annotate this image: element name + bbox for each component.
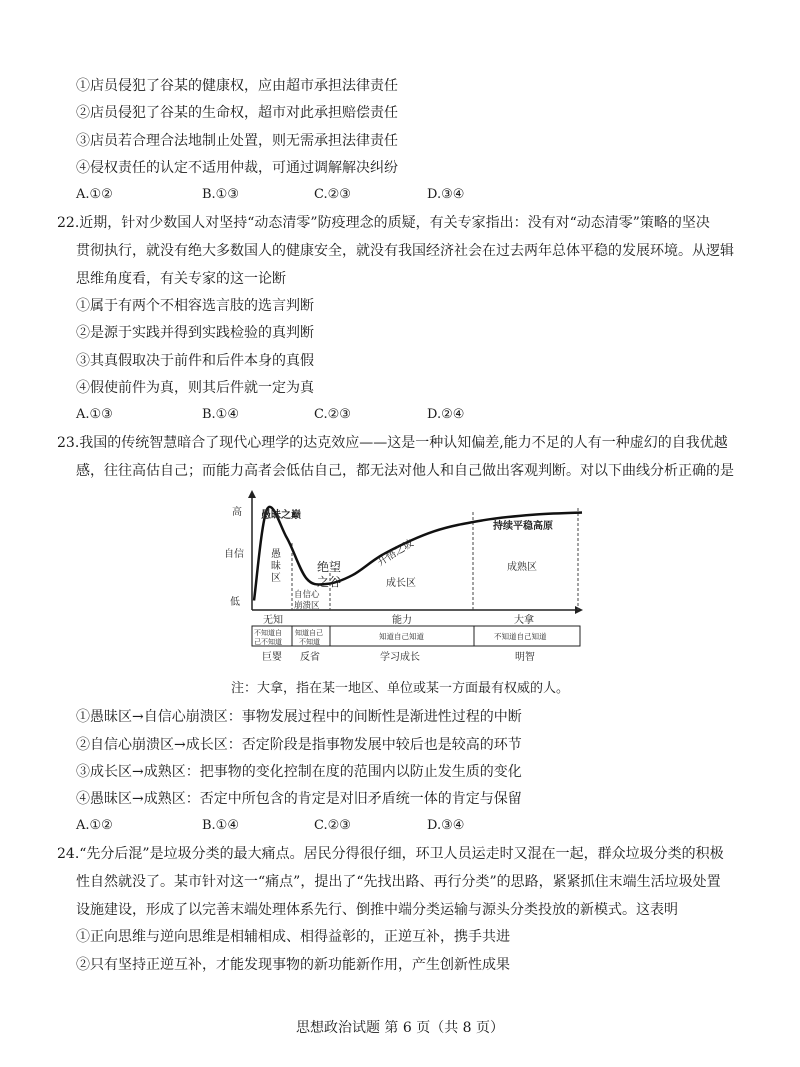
q21-option-a[interactable]: A.①② [76,187,113,202]
zone-collapse-2: 崩溃区 [294,601,320,611]
stage-learn: 学习成长 [380,652,420,663]
x-label-ignorant: 无知 [263,615,283,626]
knowledge-cell-3: 知道自己知道 [379,632,424,641]
q22-option-a[interactable]: A.①③ [76,407,113,422]
peak-label: 愚昧之巅 [261,510,301,521]
q24-stem-line-1: 24.“先分后混”是垃圾分类的最大痛点。居民分得很仔细，环卫人员运走时又混在一起，群众垃圾分类的积极 [57,846,724,862]
stage-reflect: 反省 [300,652,320,663]
q23-statement-4: ④愚昧区→成熟区：否定中所包含的肯定是对旧矛盾统一体的肯定与保留 [76,791,522,807]
q24-stem-line-2: 性自然就没了。某市针对这一“痛点”，提出了“先找出路、再行分类”的思路，紧紧抓住末端生活垃圾处置 [76,874,721,890]
q23-option-d[interactable]: D.③④ [427,818,465,833]
knowledge-cell-2a: 知道自己 [295,629,323,637]
zone-mature: 成熟区 [507,562,537,573]
plateau-label: 持续平稳高原 [493,521,553,532]
knowledge-cell-1a: 不知道自 [254,629,282,637]
q23-statement-3: ③成长区→成熟区：把事物的变化控制在度的范围内以防止发生质的变化 [76,764,522,780]
stage-wise: 明智 [515,652,535,663]
q21-option-c[interactable]: C.②③ [314,187,351,202]
knowledge-cell-2b: 不知道 [299,638,320,646]
q24-statement-2: ②只有坚持正逆互补，才能发现事物的新功能新作用，产生创新性成果 [76,957,510,973]
q24-statement-1: ①正向思维与逆向思维是相辅相成、相得益彰的，正逆互补，携手共进 [76,929,510,945]
q23-stem-line-1: 23.我国的传统智慧暗合了现代心理学的达克效应——这是一种认知偏差,能力不足的人有一种虚幻的自我优越 [57,435,728,451]
q23-statement-1: ①愚昧区→自信心崩溃区：事物发展过程中的间断性是渐进性过程的中断 [76,709,522,725]
q23-stem-line-2: 感，往往高估自己；而能力高者会低估自己，都无法对他人和自己做出客观判断。对以下曲线分析正确的是 [76,463,734,479]
chart-footnote: 注：大拿，指在某一地区、单位或某一方面最有权威的人。 [230,681,569,696]
q21-option-b[interactable]: B.①③ [202,187,239,202]
q21-options [76,185,676,205]
page-footer: 思想政治试题 第 6 页（共 8 页） [295,1020,505,1036]
y-label-confidence: 自信 [224,549,244,560]
q22-stem-line-1: 22.近期，针对少数国人对坚持“动态清零”防疫理念的质疑，有关专家指出：没有对“动态清零”策略的坚决 [57,215,710,231]
valley-label-1: 绝望 [317,560,342,574]
q23-option-a[interactable]: A.①② [76,818,113,833]
stage-infant: 巨婴 [262,652,282,663]
q21-statement-1: ①店员侵犯了谷某的健康权，应由超市承担法律责任 [76,78,398,94]
dunning-kruger-chart [0,488,800,668]
knowledge-cell-1b: 己不知道 [254,638,282,646]
zone-fool-3: 区 [271,573,281,584]
valley-label-2: 之谷 [317,575,342,589]
q23-option-c[interactable]: C.②③ [314,818,351,833]
q22-statement-3: ③其真假取决于前件和后件本身的真假 [76,353,314,369]
q22-option-c[interactable]: C.②③ [314,407,351,422]
q23-option-b[interactable]: B.①④ [202,818,239,833]
q21-statement-2: ②店员侵犯了谷某的生命权，超市对此承担赔偿责任 [76,105,398,121]
q22-stem-line-3: 思维角度看，有关专家的这一论断 [76,271,286,287]
q22-statement-1: ①属于有两个不相容选言肢的选言判断 [76,298,314,314]
zone-fool-1: 愚 [271,549,281,560]
q22-option-d[interactable]: D.②④ [427,407,465,422]
x-axis-arrow [575,606,583,614]
q22-stem-line-2: 贯彻执行，就没有绝大多数国人的健康安全，就没有我国经济社会在过去两年总体平稳的发展环境。从逻辑 [76,243,734,259]
q22-options [76,405,676,425]
y-label-low: 低 [230,597,240,608]
q22-option-b[interactable]: B.①④ [202,407,239,422]
zone-collapse-1: 自信心 [294,590,320,600]
q22-statement-4: ④假使前件为真，则其后件就一定为真 [76,380,314,396]
slope-label: 开悟之坡 [375,538,416,569]
q22-statement-2: ②是源于实践并得到实践检验的真判断 [76,325,314,341]
q21-option-d[interactable]: D.③④ [427,187,465,202]
zone-growth: 成长区 [386,578,416,589]
y-label-high: 高 [232,507,242,518]
zone-fool-2: 昧 [271,561,281,572]
y-axis-arrow [248,490,256,498]
q21-statement-3: ③店员若合理合法地制止处置，则无需承担法律责任 [76,133,398,149]
knowledge-cell-4: 不知道自己知道 [494,632,547,641]
q24-stem-line-3: 设施建设，形成了以完善末端处理体系先行、倒推中端分类运输与源头分类投放的新模式。这表明 [76,902,678,918]
x-label-ability: 能力 [392,615,412,626]
x-label-expert: 大拿 [514,615,534,626]
q21-statement-4: ④侵权责任的认定不适用仲裁，可通过调解解决纠纷 [76,160,398,176]
q23-statement-2: ②自信心崩溃区→成长区：否定阶段是指事物发展中较后也是较高的环节 [76,737,522,753]
q23-options [76,816,676,836]
